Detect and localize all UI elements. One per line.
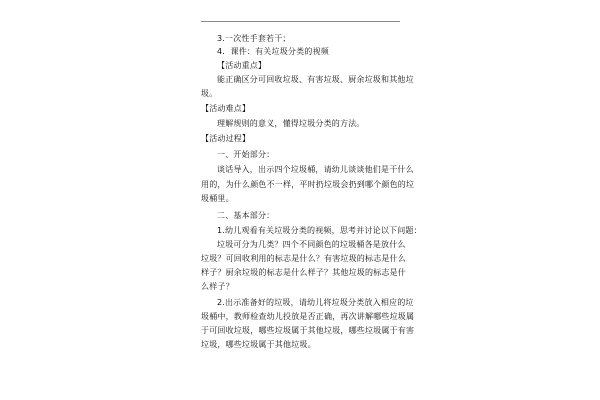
basic-step-1-line: 样子？厨余垃圾的标志是什么样子？其他垃圾的标志是什 xyxy=(201,268,406,277)
basic-step-2-line: 圾桶中，教师检查幼儿投放是否正确，再次讲解哪些垃圾属 xyxy=(201,312,415,321)
part-heading-opening: 一、开始部分： xyxy=(217,150,275,159)
basic-step-2-line: 于可回收垃圾，哪些垃圾属于其他垃圾，哪些垃圾属于有害 xyxy=(201,326,415,335)
difficulties-text: 理解规则的意义，懂得垃圾分类的方法。 xyxy=(217,119,365,128)
part-heading-basic: 二、基本部分： xyxy=(217,211,275,220)
section-heading-process: 【活动过程】 xyxy=(201,134,251,143)
opening-paragraph-line: 谈话导入，出示四个垃圾桶，请幼儿谈谈他们是干什么 xyxy=(217,165,414,174)
basic-step-2-line: 垃圾，哪些垃圾属于其他垃圾。 xyxy=(201,340,316,349)
key-points-text-continued: 圾。 xyxy=(201,89,218,98)
basic-step-1-line: 么样子？ xyxy=(201,282,234,291)
basic-step-1-line: 1.幼儿观看有关垃圾分类的视频，思考并讨论以下问题： xyxy=(217,226,422,235)
header-divider xyxy=(201,21,400,22)
section-heading-difficulties: 【活动难点】 xyxy=(201,104,251,113)
opening-paragraph-line: 用的，为什么颜色不一样，平时扔垃圾会扔到哪个颜色的垃 xyxy=(201,180,415,189)
section-heading-key-points: 【活动重点】 xyxy=(217,61,267,70)
basic-step-1-line: 垃圾？可回收利用的标志是什么？有害垃圾的标志是什么 xyxy=(201,254,406,263)
key-points-text: 能正确区分可回收垃圾、有害垃圾、厨余垃圾和其他垃 xyxy=(217,75,414,84)
opening-paragraph-line: 圾桶里。 xyxy=(201,194,234,203)
basic-step-2-line: 2.出示准备好的垃圾，请幼儿将垃圾分类放入相应的垃 xyxy=(217,298,414,307)
materials-item-video: 4．课件：有关垃圾分类的视频 xyxy=(217,47,329,56)
materials-item-gloves: 3.一次性手套若干； xyxy=(217,34,291,43)
basic-step-1-line: 垃圾可分为几类？四个不同颜色的垃圾桶各是放什么 xyxy=(217,240,406,249)
